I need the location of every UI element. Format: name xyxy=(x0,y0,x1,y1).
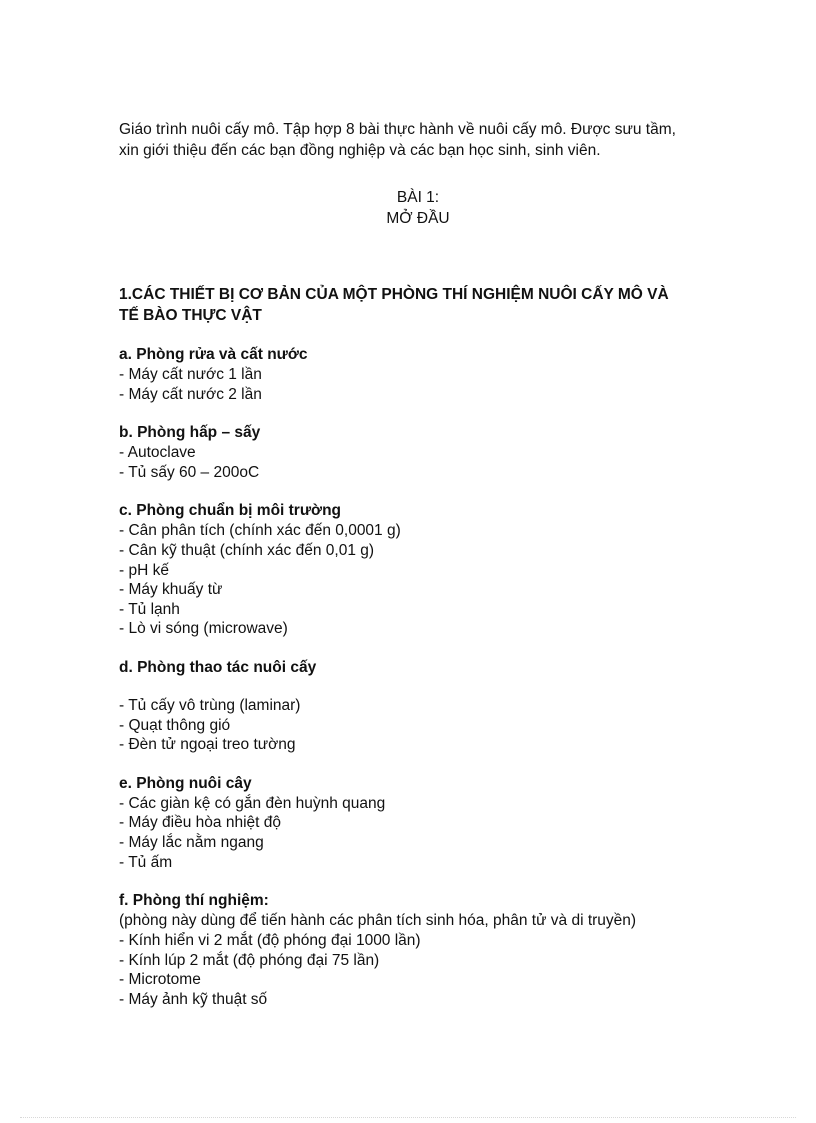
section-b xyxy=(119,422,709,482)
list-item: - Các giàn kệ có gắn đèn huỳnh quang xyxy=(119,794,386,812)
lesson-title: MỞ ĐẦU xyxy=(386,210,450,227)
list-item: - Tủ ấm xyxy=(119,853,173,871)
section-title: f. Phòng thí nghiệm: xyxy=(119,892,269,910)
list-item: - Lò vi sóng (microwave) xyxy=(119,620,288,638)
section-c xyxy=(119,500,709,639)
list-item: - Tủ sấy 60 – 200oC xyxy=(119,463,260,481)
section-f xyxy=(119,890,709,1009)
list-item: - Tủ lạnh xyxy=(119,600,180,618)
intro-line: xin giới thiệu đến các bạn đồng nghiệp và các bạn học sinh, sinh viên. xyxy=(119,142,601,159)
list-item: - Cân phân tích (chính xác đến 0,0001 g) xyxy=(119,522,401,540)
page-bottom-divider xyxy=(20,1117,796,1118)
section-title: c. Phòng chuẩn bị môi trường xyxy=(119,502,342,520)
main-heading-line: 1.CÁC THIẾT BỊ CƠ BẢN CỦA MỘT PHÒNG THÍ NGHIỆM NUÔI CẤY MÔ VÀ xyxy=(119,286,669,303)
list-item: - Tủ cấy vô trùng (laminar) xyxy=(119,696,301,714)
equipment-list xyxy=(119,521,709,639)
section-title: a. Phòng rửa và cất nước xyxy=(119,346,308,363)
list-item: - Máy ảnh kỹ thuật số xyxy=(119,990,268,1008)
section-a xyxy=(119,344,709,404)
list-item: - Đèn tử ngoại treo tường xyxy=(119,736,296,754)
list-item: - Máy cất nước 2 lần xyxy=(119,385,262,403)
lesson-number: BÀI 1: xyxy=(396,189,440,206)
list-item: - Kính hiển vi 2 mắt (độ phóng đại 1000 lần) xyxy=(119,932,421,950)
list-item: - Máy cất nước 1 lần xyxy=(119,366,262,383)
list-item: - Microtome xyxy=(119,971,201,989)
equipment-list xyxy=(119,443,709,482)
section-d xyxy=(119,657,709,755)
intro-paragraph xyxy=(119,119,709,161)
section-title: b. Phòng hấp – sấy xyxy=(119,424,261,442)
section-title: d. Phòng thao tác nuôi cấy xyxy=(119,658,317,676)
equipment-list xyxy=(119,696,709,755)
equipment-list xyxy=(119,931,709,1009)
list-item: - Máy khuấy từ xyxy=(119,581,223,599)
document-body xyxy=(119,119,709,1009)
list-item: - Quạt thông gió xyxy=(119,716,231,734)
section-title: e. Phòng nuôi cây xyxy=(119,774,252,792)
main-heading-line: TẾ BÀO THỰC VẬT xyxy=(119,307,262,324)
section-note: (phòng này dùng để tiến hành các phân tích sinh hóa, phân tử và di truyền) xyxy=(119,912,637,930)
equipment-list xyxy=(119,365,709,404)
main-heading xyxy=(119,284,709,326)
list-item: - Autoclave xyxy=(119,444,196,462)
section-e xyxy=(119,773,709,872)
list-item: - pH kế xyxy=(119,561,169,579)
list-item: - Máy lắc nằm ngang xyxy=(119,833,264,851)
intro-line: Giáo trình nuôi cấy mô. Tập hợp 8 bài thực hành về nuôi cấy mô. Được sưu tầm, xyxy=(119,121,676,138)
list-item: - Cân kỹ thuật (chính xác đến 0,01 g) xyxy=(119,541,375,559)
list-item: - Kính lúp 2 mắt (độ phóng đại 75 lần) xyxy=(119,951,380,969)
lesson-heading xyxy=(119,187,709,229)
equipment-list xyxy=(119,794,709,872)
list-item: - Máy điều hòa nhiệt độ xyxy=(119,814,281,832)
